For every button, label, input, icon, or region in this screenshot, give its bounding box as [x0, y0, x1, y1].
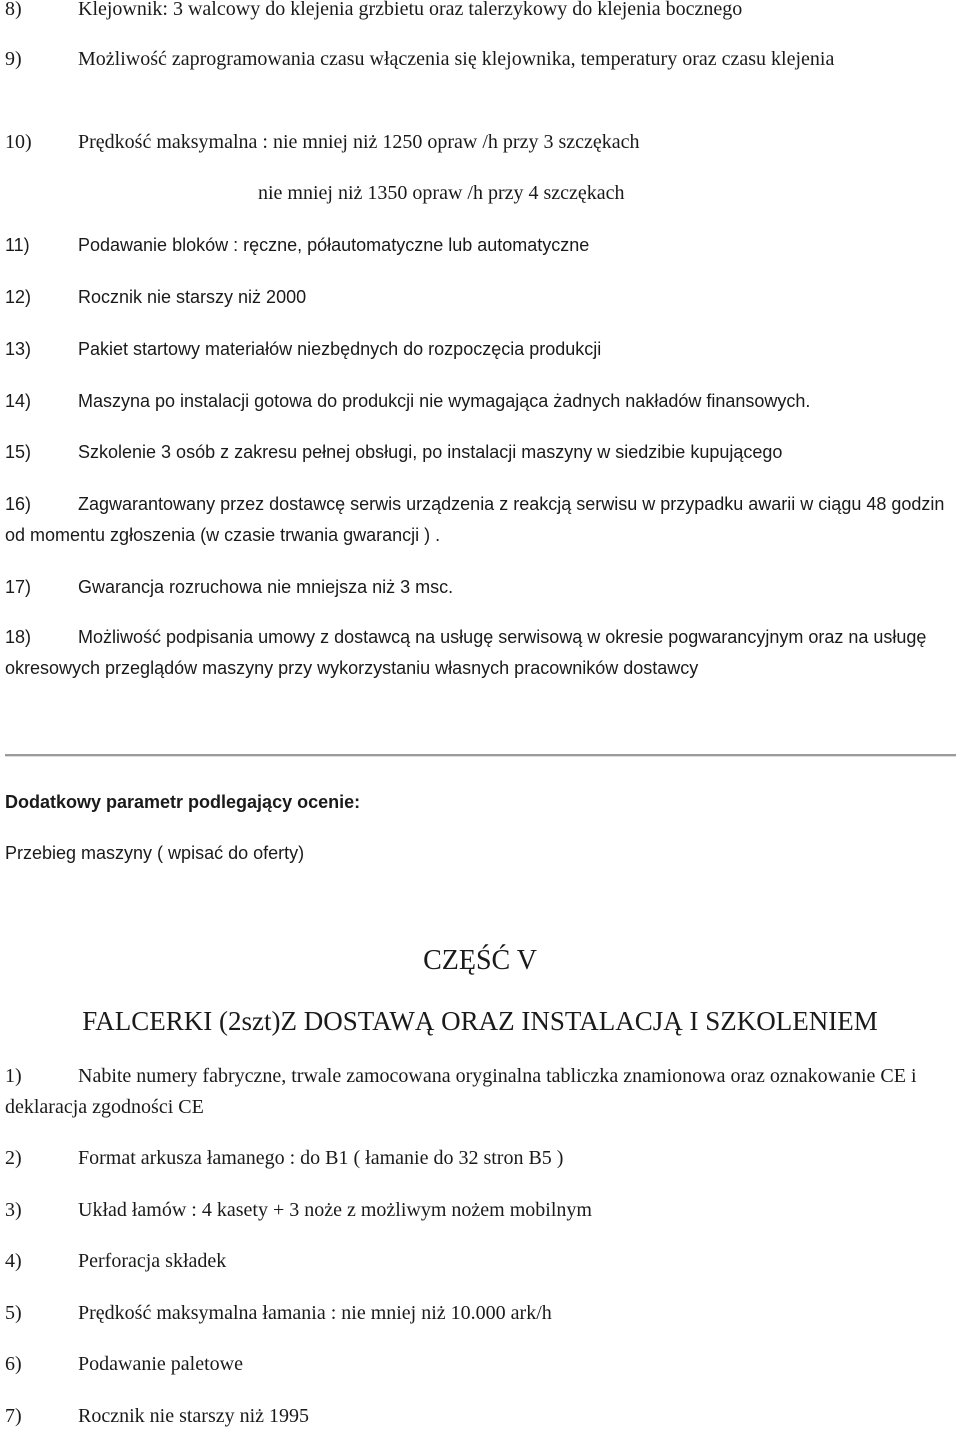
item-text: Nabite numery fabryczne, trwale zamocowana oryginalna tabliczka znamionowa oraz oznakowanie CE i deklaracja zgodności CE	[5, 1065, 917, 1118]
item-number: 13)	[5, 339, 32, 359]
item-number: 1)	[5, 1065, 22, 1087]
list-item-10	[5, 127, 950, 158]
list-item-18	[5, 622, 950, 684]
list-item-11	[5, 230, 950, 261]
item-number: 16)	[5, 494, 32, 514]
item-number: 7)	[5, 1405, 22, 1427]
extra-parameter-line: Przebieg maszyny ( wpisać do oferty)	[5, 843, 305, 863]
part5-list-item-1	[5, 1061, 950, 1123]
part5-list-item-5	[5, 1298, 950, 1329]
item-number: 10)	[5, 131, 32, 153]
item-text: Klejownik: 3 walcowy do klejenia grzbietu oraz talerzykowy do klejenia bocznego	[78, 0, 743, 20]
part5-list-item-7	[5, 1401, 950, 1432]
item-number: 6)	[5, 1353, 22, 1375]
list-item-14	[5, 386, 950, 417]
item-text: Prędkość maksymalna : nie mniej niż 1250 opraw /h przy 3 szczękach	[78, 131, 640, 153]
item-text: Podawanie paletowe	[78, 1353, 243, 1375]
item-text: Zagwarantowany przez dostawcę serwis urządzenia z reakcją serwisu w przypadku awarii w ciągu 48 godzin od momentu zgłoszenia (w czasie trwania gwarancji ) .	[5, 494, 945, 545]
part-title: FALCERKI (2szt)Z DOSTAWĄ ORAZ INSTALACJĄ I SZKOLENIEM	[82, 1006, 878, 1036]
item-number: 9)	[5, 48, 22, 70]
list-item-17	[5, 572, 950, 603]
list-item-9	[5, 44, 950, 75]
item-text: Możliwość zaprogramowania czasu włączenia się klejownika, temperatury oraz czasu klejenia	[78, 48, 835, 70]
part5-list-item-2	[5, 1143, 950, 1174]
item-text: Gwarancja rozruchowa nie mniejsza niż 3 msc.	[78, 577, 454, 597]
list-item-13	[5, 334, 950, 365]
part5-list-item-4	[5, 1246, 950, 1277]
list-item-10-continuation: nie mniej niż 1350 opraw /h przy 4 szczękach	[258, 182, 625, 204]
part5-list-item-3	[5, 1195, 950, 1226]
list-item-16	[5, 489, 950, 551]
extra-parameter-heading: Dodatkowy parametr podlegający ocenie:	[5, 792, 361, 812]
item-text: Perforacja składek	[78, 1250, 227, 1272]
item-number: 12)	[5, 287, 32, 307]
item-text: Podawanie bloków : ręczne, półautomatyczne lub automatyczne	[78, 235, 590, 255]
part5-list-item-6	[5, 1349, 950, 1380]
list-item-15	[5, 437, 950, 468]
item-number: 17)	[5, 577, 32, 597]
item-text: Rocznik nie starszy niż 2000	[78, 287, 307, 307]
item-text: Prędkość maksymalna łamania : nie mniej niż 10.000 ark/h	[78, 1302, 552, 1324]
item-number: 11)	[5, 235, 30, 255]
list-item-12	[5, 282, 950, 313]
part-heading: CZĘŚĆ V	[423, 945, 537, 976]
horizontal-divider	[5, 754, 956, 757]
item-text: Możliwość podpisania umowy z dostawcą na usługę serwisową w okresie pogwarancyjnym oraz na usługę okresowych przeglądów maszyny przy wykorzystaniu własnych pracowników dostawcy	[5, 627, 927, 678]
item-text: Pakiet startowy materiałów niezbędnych do rozpoczęcia produkcji	[78, 339, 602, 359]
item-number: 5)	[5, 1302, 22, 1324]
item-text: Format arkusza łamanego : do B1 ( łamanie do 32 stron B5 )	[78, 1147, 564, 1169]
item-text: Układ łamów : 4 kasety + 3 noże z możliwym nożem mobilnym	[78, 1199, 592, 1221]
item-number: 8)	[5, 0, 22, 20]
list-item-8	[5, 0, 950, 25]
item-number: 3)	[5, 1199, 22, 1221]
item-number: 14)	[5, 391, 32, 411]
item-number: 15)	[5, 442, 32, 462]
item-number: 2)	[5, 1147, 22, 1169]
item-number: 4)	[5, 1250, 22, 1272]
item-text: Szkolenie 3 osób z zakresu pełnej obsługi, po instalacji maszyny w siedzibie kupującego	[78, 442, 783, 462]
item-text: Rocznik nie starszy niż 1995	[78, 1405, 310, 1427]
item-text: Maszyna po instalacji gotowa do produkcji nie wymagająca żadnych nakładów finansowych.	[78, 391, 811, 411]
item-number: 18)	[5, 627, 32, 647]
